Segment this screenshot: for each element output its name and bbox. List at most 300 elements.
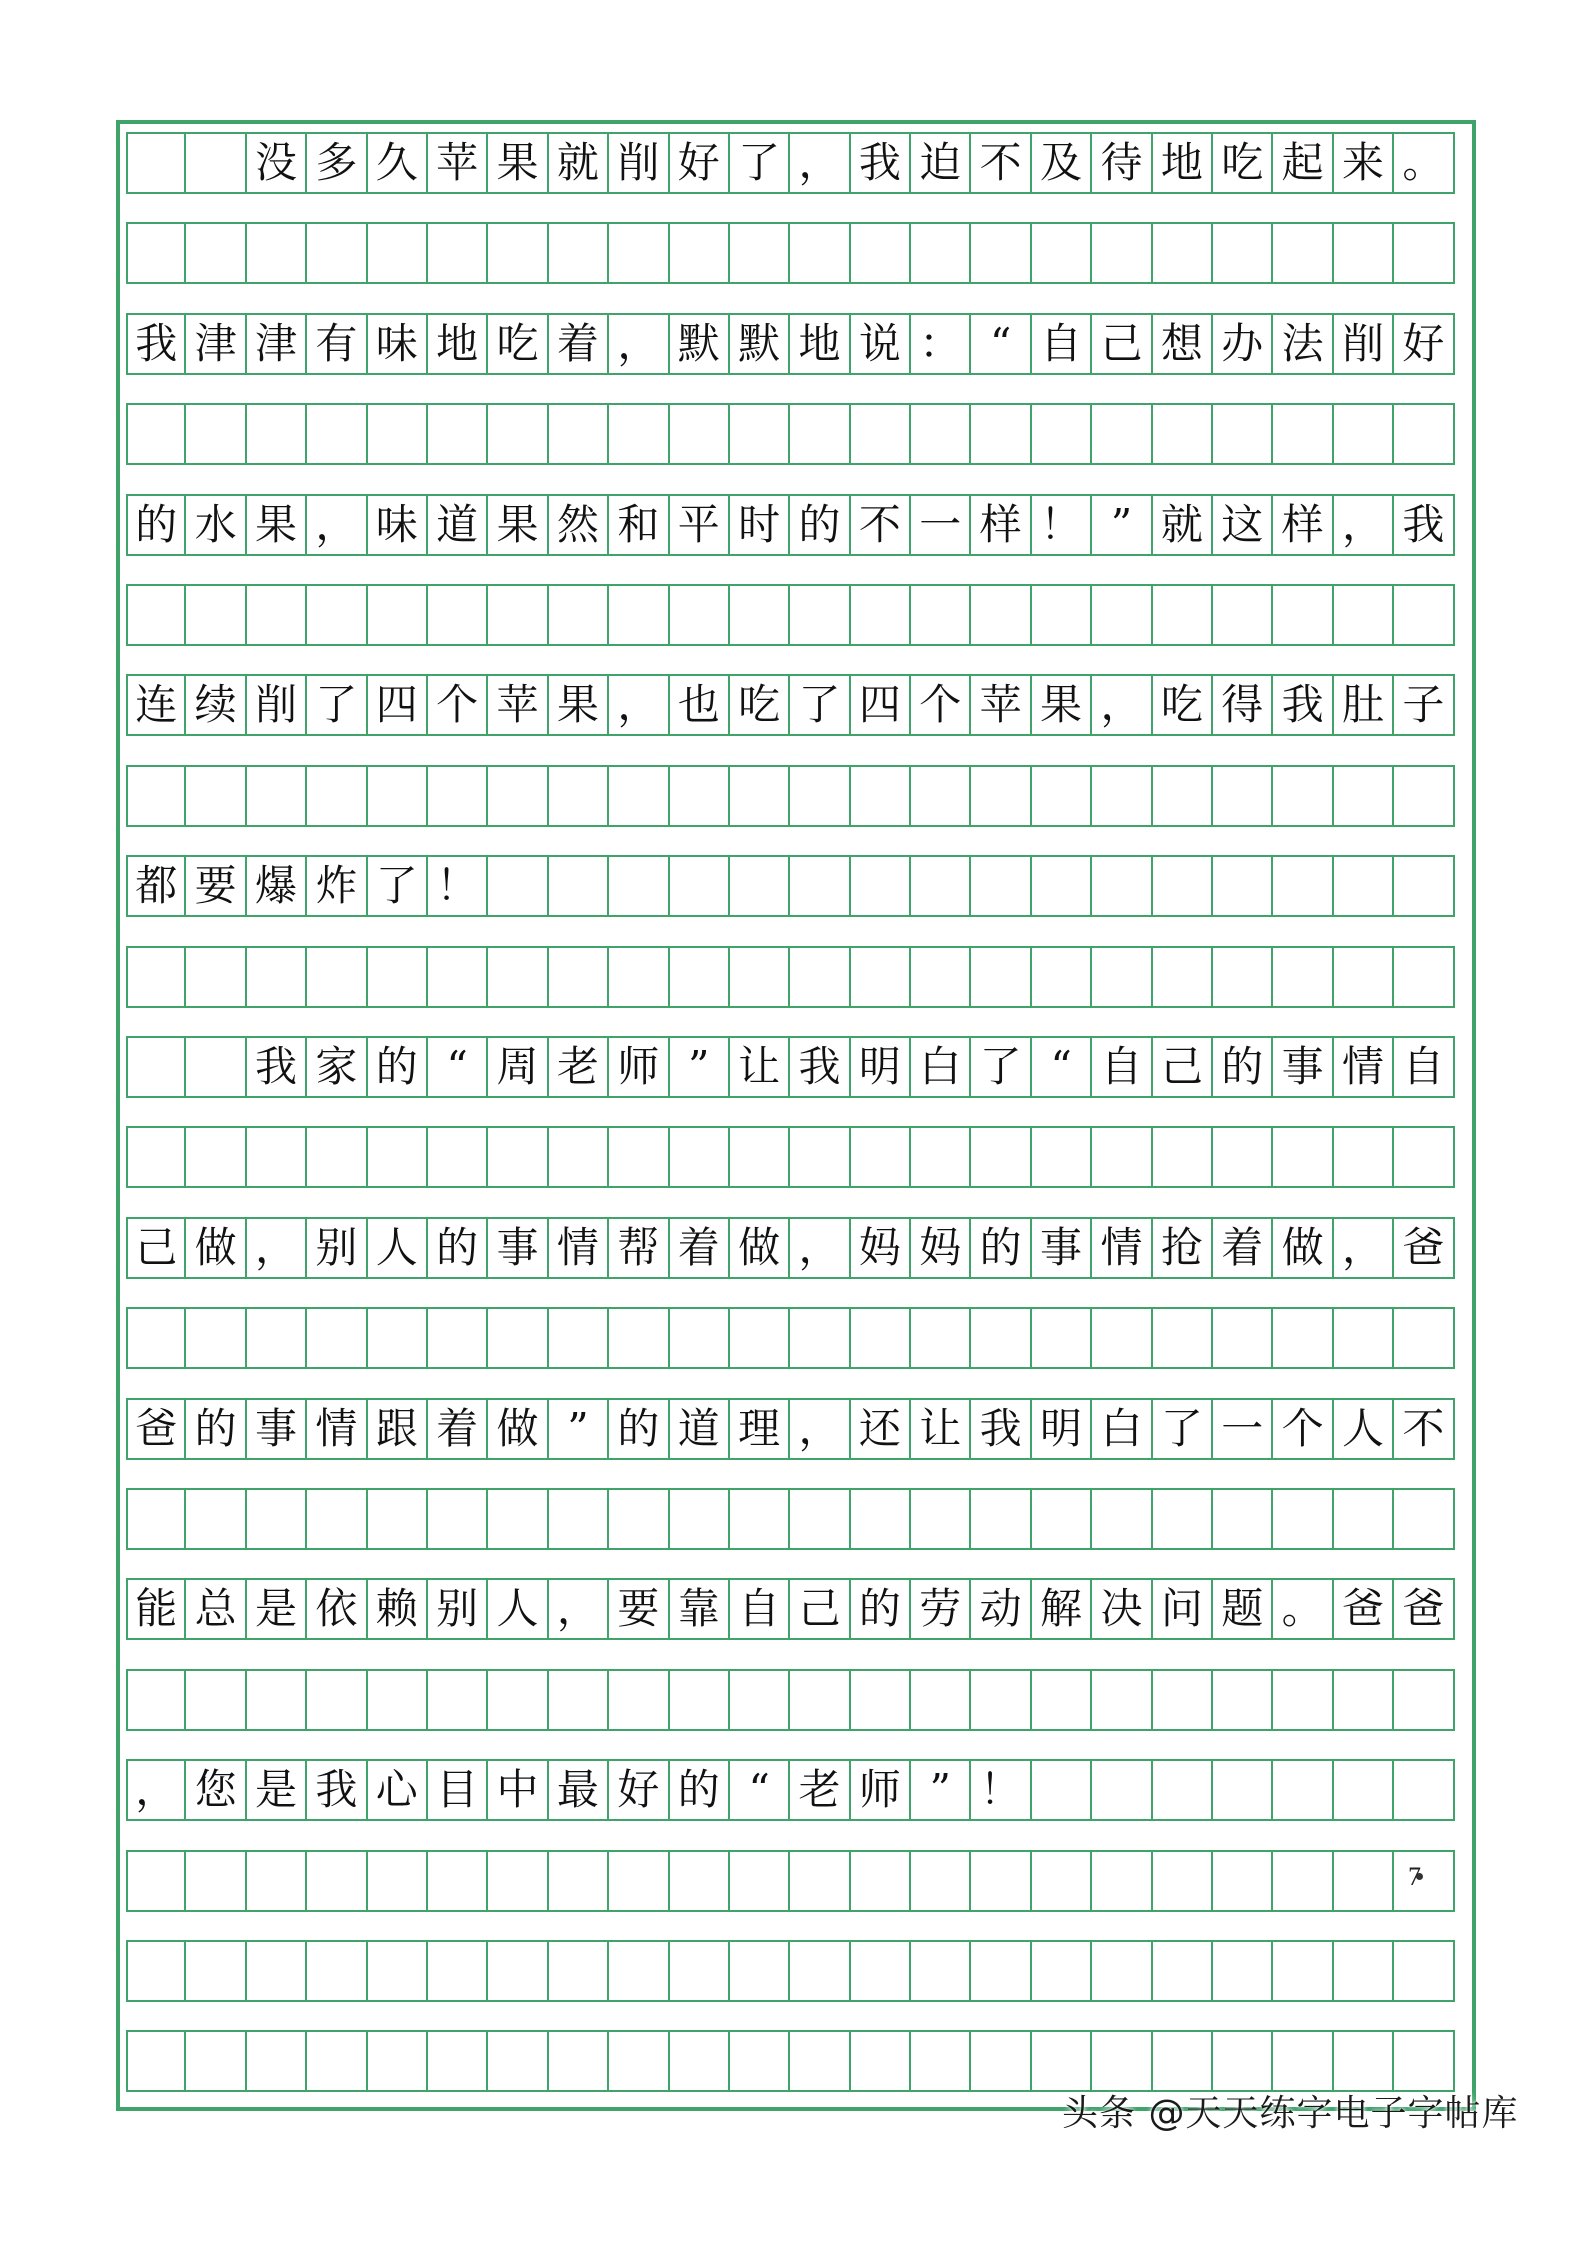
grid-cell: 的	[971, 1217, 1031, 1279]
grid-cell	[1334, 403, 1394, 465]
grid-cell: ，	[1092, 674, 1152, 736]
grid-cell: 靠	[670, 1578, 730, 1640]
grid-cell	[428, 403, 488, 465]
watermark-text: 头条 @天天练字电子字帖库	[1062, 2093, 1519, 2134]
grid-cell: 劳	[911, 1578, 971, 1640]
grid-row	[126, 765, 1455, 827]
grid-cell	[247, 403, 307, 465]
grid-cell	[911, 1488, 971, 1550]
grid-cell	[971, 765, 1031, 827]
grid-cell: 明	[1032, 1398, 1092, 1460]
grid-cell	[1273, 1126, 1333, 1188]
grid-cell: 这	[1213, 494, 1273, 556]
grid-cell	[186, 1669, 246, 1731]
grid-cell	[1092, 1126, 1152, 1188]
grid-cell: 爆	[247, 855, 307, 917]
grid-cell	[368, 946, 428, 1008]
grid-cell	[1394, 946, 1454, 1008]
grid-cell	[911, 1850, 971, 1912]
grid-cell	[730, 2030, 790, 2092]
grid-cell: 默	[670, 313, 730, 375]
grid-cell: 最	[549, 1759, 609, 1821]
grid-cell	[1213, 1759, 1273, 1821]
grid-cell	[1032, 1307, 1092, 1369]
grid-cell	[186, 1940, 246, 2002]
grid-row	[126, 1669, 1455, 1731]
grid-cell	[790, 403, 850, 465]
grid-cell	[1032, 222, 1092, 284]
grid-cell	[609, 1669, 669, 1731]
grid-cell: 。	[1394, 132, 1454, 194]
grid-cell	[1334, 1126, 1394, 1188]
grid-row	[126, 1850, 1455, 1912]
grid-cell: 的	[1213, 1036, 1273, 1098]
grid-cell: 我	[971, 1398, 1031, 1460]
grid-cell	[730, 946, 790, 1008]
grid-cell	[1153, 855, 1213, 917]
grid-cell: 吃	[1153, 674, 1213, 736]
grid-cell: 爸	[1394, 1217, 1454, 1279]
grid-cell	[1394, 1759, 1454, 1821]
grid-cell: 动	[971, 1578, 1031, 1640]
grid-cell	[1032, 1669, 1092, 1731]
grid-cell	[790, 1307, 850, 1369]
grid-cell	[1153, 946, 1213, 1008]
grid-cell: 自	[1394, 1036, 1454, 1098]
grid-cell: 津	[186, 313, 246, 375]
grid-cell	[790, 584, 850, 646]
grid-cell	[1213, 1669, 1273, 1731]
grid-cell	[1092, 1669, 1152, 1731]
grid-cell	[1092, 403, 1152, 465]
grid-cell	[1092, 765, 1152, 827]
grid-cell	[368, 222, 428, 284]
grid-cell: 不	[851, 494, 911, 556]
grid-cell: ，	[609, 313, 669, 375]
grid-cell	[428, 2030, 488, 2092]
grid-cell	[971, 1669, 1031, 1731]
grid-cell	[488, 1850, 548, 1912]
grid-cell: 是	[247, 1759, 307, 1821]
grid-cell	[247, 584, 307, 646]
grid-cell	[971, 403, 1031, 465]
grid-cell: 的	[126, 494, 186, 556]
grid-cell: ，	[1334, 1217, 1394, 1279]
grid-cell	[851, 1850, 911, 1912]
grid-cell	[549, 2030, 609, 2092]
grid-cell: 待	[1092, 132, 1152, 194]
grid-cell	[971, 1488, 1031, 1550]
grid-cell: 好	[670, 132, 730, 194]
grid-cell: 师	[609, 1036, 669, 1098]
grid-cell	[488, 855, 548, 917]
grid-cell	[368, 765, 428, 827]
grid-cell	[126, 946, 186, 1008]
grid-cell: ”	[549, 1398, 609, 1460]
grid-cell: 就	[549, 132, 609, 194]
grid-cell	[428, 584, 488, 646]
grid-cell	[1334, 765, 1394, 827]
grid-cell	[488, 1669, 548, 1731]
grid-cell	[186, 1126, 246, 1188]
grid-cell	[670, 765, 730, 827]
grid-cell	[670, 2030, 730, 2092]
grid-cell	[549, 403, 609, 465]
grid-cell: 周	[488, 1036, 548, 1098]
grid-cell	[971, 1307, 1031, 1369]
grid-cell	[126, 1669, 186, 1731]
grid-cell: 理	[730, 1398, 790, 1460]
grid-cell: 了	[790, 674, 850, 736]
grid-cell	[730, 403, 790, 465]
grid-cell	[971, 222, 1031, 284]
grid-cell	[1273, 2030, 1333, 2092]
grid-cell: 地	[1153, 132, 1213, 194]
grid-cell: 目	[428, 1759, 488, 1821]
grid-cell	[1032, 584, 1092, 646]
grid-cell	[670, 1940, 730, 2002]
grid-cell: 要	[186, 855, 246, 917]
grid-cell: 果	[488, 132, 548, 194]
grid-cell	[1032, 1759, 1092, 1821]
grid-cell: 迫	[911, 132, 971, 194]
grid-cell	[1213, 1307, 1273, 1369]
grid-cell	[126, 1850, 186, 1912]
grid-cell	[549, 1669, 609, 1731]
grid-cell	[307, 1940, 367, 2002]
grid-cell	[730, 1850, 790, 1912]
grid-cell	[971, 1940, 1031, 2002]
grid-cell: 久	[368, 132, 428, 194]
grid-cell	[911, 222, 971, 284]
grid-cell	[488, 1940, 548, 2002]
grid-cell	[670, 222, 730, 284]
grid-cell	[368, 584, 428, 646]
grid-cell	[851, 1669, 911, 1731]
grid-cell: 的	[851, 1578, 911, 1640]
grid-cell	[851, 855, 911, 917]
grid-cell	[307, 765, 367, 827]
grid-cell	[126, 222, 186, 284]
grid-cell	[549, 765, 609, 827]
grid-cell	[670, 1307, 730, 1369]
grid-cell: 办	[1213, 313, 1273, 375]
grid-cell: 中	[488, 1759, 548, 1821]
grid-cell	[730, 222, 790, 284]
grid-cell	[1334, 2030, 1394, 2092]
grid-cell: 地	[790, 313, 850, 375]
grid-cell	[790, 222, 850, 284]
grid-cell	[971, 946, 1031, 1008]
grid-cell: 人	[1334, 1398, 1394, 1460]
grid-cell: 个	[911, 674, 971, 736]
grid-cell: 情	[1334, 1036, 1394, 1098]
grid-cell: 您	[186, 1759, 246, 1821]
grid-cell: 问	[1153, 1578, 1213, 1640]
grid-cell	[1273, 1669, 1333, 1731]
grid-cell	[488, 403, 548, 465]
grid-cell	[1153, 1940, 1213, 2002]
grid-cell	[247, 1488, 307, 1550]
grid-cell	[1213, 946, 1273, 1008]
grid-cell	[1213, 584, 1273, 646]
grid-cell: 是	[247, 1578, 307, 1640]
grid-cell: 味	[368, 313, 428, 375]
grid-cell	[851, 1307, 911, 1369]
grid-cell	[1273, 855, 1333, 917]
grid-cell: 我	[126, 313, 186, 375]
grid-cell	[368, 1669, 428, 1731]
grid-cell	[911, 1307, 971, 1369]
grid-cell: 让	[730, 1036, 790, 1098]
grid-cell: 着	[428, 1398, 488, 1460]
grid-cell	[1092, 584, 1152, 646]
grid-row	[126, 1759, 1455, 1821]
grid-cell	[790, 1126, 850, 1188]
grid-cell: 起	[1273, 132, 1333, 194]
grid-cell	[1153, 1759, 1213, 1821]
grid-cell	[1213, 1126, 1273, 1188]
grid-cell	[851, 946, 911, 1008]
grid-cell	[1213, 1940, 1273, 2002]
grid-cell	[609, 855, 669, 917]
grid-cell	[549, 222, 609, 284]
grid-cell	[1092, 1850, 1152, 1912]
grid-cell: 削	[609, 132, 669, 194]
grid-cell	[1334, 1307, 1394, 1369]
grid-cell	[1153, 403, 1213, 465]
grid-cell	[428, 222, 488, 284]
grid-cell	[1334, 1940, 1394, 2002]
grid-cell	[307, 2030, 367, 2092]
grid-cell	[1032, 2030, 1092, 2092]
grid-cell: 炸	[307, 855, 367, 917]
grid-cell: 然	[549, 494, 609, 556]
grid-cell	[1394, 1669, 1454, 1731]
grid-cell	[851, 1488, 911, 1550]
grid-row	[126, 1307, 1455, 1369]
grid-cell: 连	[126, 674, 186, 736]
grid-cell: 爸	[1334, 1578, 1394, 1640]
grid-cell: 的	[368, 1036, 428, 1098]
grid-cell: 吃	[1213, 132, 1273, 194]
grid-cell	[1334, 584, 1394, 646]
grid-cell	[488, 765, 548, 827]
grid-cell	[307, 946, 367, 1008]
grid-cell	[1394, 1940, 1454, 2002]
grid-cell: 多	[307, 132, 367, 194]
grid-cell	[186, 1488, 246, 1550]
grid-cell	[790, 946, 850, 1008]
grid-cell	[1032, 1488, 1092, 1550]
grid-cell	[1394, 1307, 1454, 1369]
grid-cell: 想	[1153, 313, 1213, 375]
grid-cell	[126, 765, 186, 827]
grid-cell: 妈	[851, 1217, 911, 1279]
grid-cell	[1334, 1850, 1394, 1912]
grid-cell: 我	[307, 1759, 367, 1821]
grid-cell: 肚	[1334, 674, 1394, 736]
grid-cell: 没	[247, 132, 307, 194]
grid-cell: 地	[428, 313, 488, 375]
grid-cell	[549, 584, 609, 646]
grid-cell: 平	[670, 494, 730, 556]
grid-cell: 别	[428, 1578, 488, 1640]
grid-cell: 着	[670, 1217, 730, 1279]
grid-cell	[790, 855, 850, 917]
grid-cell	[911, 855, 971, 917]
grid-cell: ，	[126, 1759, 186, 1821]
grid-cell: 样	[1273, 494, 1333, 556]
grid-cell: 个	[1273, 1398, 1333, 1460]
grid-cell	[609, 1850, 669, 1912]
grid-cell: 我	[851, 132, 911, 194]
grid-cell	[851, 1126, 911, 1188]
grid-row	[126, 1036, 1455, 1098]
grid-cell: 人	[488, 1578, 548, 1640]
grid-cell	[186, 403, 246, 465]
grid-cell: 了	[971, 1036, 1031, 1098]
grid-cell: 苹	[488, 674, 548, 736]
grid-cell	[790, 1850, 850, 1912]
grid-cell	[670, 1850, 730, 1912]
grid-cell: 续	[186, 674, 246, 736]
grid-cell: 妈	[911, 1217, 971, 1279]
grid-cell: 说	[851, 313, 911, 375]
grid-cell: 让	[911, 1398, 971, 1460]
grid-cell	[1153, 1126, 1213, 1188]
grid-cell	[247, 222, 307, 284]
grid-cell: 味	[368, 494, 428, 556]
grid-cell: 自	[1092, 1036, 1152, 1098]
grid-cell: 着	[1213, 1217, 1273, 1279]
grid-cell: 做	[186, 1217, 246, 1279]
grid-cell	[549, 1850, 609, 1912]
grid-cell: “	[428, 1036, 488, 1098]
grid-cell	[851, 403, 911, 465]
grid-cell	[428, 1488, 488, 1550]
grid-cell	[549, 855, 609, 917]
grid-cell	[670, 403, 730, 465]
grid-cell	[307, 222, 367, 284]
grid-cell	[609, 1307, 669, 1369]
grid-cell	[609, 403, 669, 465]
grid-cell: 吃	[730, 674, 790, 736]
grid-cell	[1032, 855, 1092, 917]
grid-cell	[307, 403, 367, 465]
grid-row	[126, 1398, 1455, 1460]
grid-cell: 四	[851, 674, 911, 736]
grid-cell: “	[730, 1759, 790, 1821]
grid-cell: 赖	[368, 1578, 428, 1640]
grid-cell: 抢	[1153, 1217, 1213, 1279]
grid-cell: 别	[307, 1217, 367, 1279]
grid-cell	[428, 1669, 488, 1731]
grid-cell: 老	[790, 1759, 850, 1821]
grid-cell: 白	[1092, 1398, 1152, 1460]
grid-cell	[549, 946, 609, 1008]
grid-cell	[851, 222, 911, 284]
grid-cell: 得	[1213, 674, 1273, 736]
grid-cell	[730, 855, 790, 917]
grid-cell	[1334, 855, 1394, 917]
grid-cell	[1334, 222, 1394, 284]
grid-cell	[1032, 1126, 1092, 1188]
grid-cell	[428, 765, 488, 827]
grid-row	[126, 674, 1455, 736]
grid-cell	[1213, 855, 1273, 917]
grid-cell: 都	[126, 855, 186, 917]
grid-cell: 有	[307, 313, 367, 375]
grid-cell	[307, 584, 367, 646]
grid-cell	[971, 2030, 1031, 2092]
grid-cell: 和	[609, 494, 669, 556]
grid-cell	[851, 765, 911, 827]
grid-cell	[1092, 1307, 1152, 1369]
grid-cell: 己	[1092, 313, 1152, 375]
grid-cell: 老	[549, 1036, 609, 1098]
grid-cell: 津	[247, 313, 307, 375]
grid-cell	[670, 1669, 730, 1731]
grid-cell	[1273, 584, 1333, 646]
grid-cell	[1273, 403, 1333, 465]
grid-cell	[609, 584, 669, 646]
grid-row	[126, 1940, 1455, 2002]
grid-cell	[851, 2030, 911, 2092]
grid-cell: 己	[126, 1217, 186, 1279]
grid-cell: ！	[1032, 494, 1092, 556]
grid-cell: 做	[488, 1398, 548, 1460]
grid-cell	[368, 1488, 428, 1550]
grid-cell: 我	[1394, 494, 1454, 556]
grid-cell	[670, 1488, 730, 1550]
grid-cell	[186, 765, 246, 827]
grid-cell	[247, 1850, 307, 1912]
grid-cell	[1394, 584, 1454, 646]
grid-cell	[368, 1126, 428, 1188]
grid-cell	[488, 946, 548, 1008]
grid-row	[126, 2030, 1455, 2092]
grid-cell: 我	[790, 1036, 850, 1098]
grid-cell: ！	[428, 855, 488, 917]
grid-cell	[186, 1850, 246, 1912]
grid-cell: 总	[186, 1578, 246, 1640]
grid-cell	[670, 584, 730, 646]
grid-cell	[1153, 584, 1213, 646]
grid-cell: 一	[1213, 1398, 1273, 1460]
grid-cell: 来	[1334, 132, 1394, 194]
grid-cell	[1032, 765, 1092, 827]
grid-row	[126, 1578, 1455, 1640]
grid-cell	[247, 1307, 307, 1369]
grid-cell	[549, 1940, 609, 2002]
grid-row	[126, 222, 1455, 284]
grid-cell	[1092, 1488, 1152, 1550]
grid-cell: 做	[730, 1217, 790, 1279]
grid-cell	[1273, 1307, 1333, 1369]
grid-cell: 着	[549, 313, 609, 375]
grid-cell	[1394, 222, 1454, 284]
grid-cell	[730, 1940, 790, 2002]
grid-cell	[1273, 1488, 1333, 1550]
grid-cell: 依	[307, 1578, 367, 1640]
grid-cell: 情	[1092, 1217, 1152, 1279]
grid-cell: 情	[307, 1398, 367, 1460]
grid-cell: 时	[730, 494, 790, 556]
grid-cell: 吃	[488, 313, 548, 375]
grid-cell	[609, 1488, 669, 1550]
grid-cell: 题	[1213, 1578, 1273, 1640]
